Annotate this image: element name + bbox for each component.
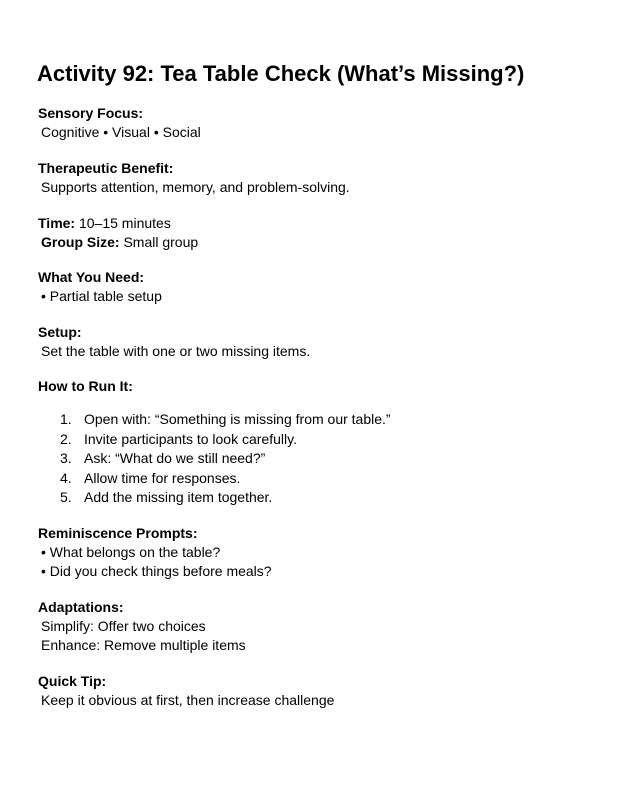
sensory-focus-heading: Sensory Focus: bbox=[38, 105, 144, 121]
step-item bbox=[60, 469, 391, 489]
reminiscence-prompt-item: • Did you check things before meals? bbox=[41, 563, 272, 579]
step-item bbox=[60, 410, 391, 430]
step-number: 4. bbox=[60, 469, 72, 486]
sensory-focus-section bbox=[38, 104, 201, 142]
therapeutic-benefit-heading: Therapeutic Benefit: bbox=[38, 160, 174, 176]
step-text: Allow time for responses. bbox=[84, 469, 241, 486]
time-line bbox=[38, 214, 198, 233]
adaptation-item: Simplify: Offer two choices bbox=[41, 618, 206, 634]
step-number: 5. bbox=[60, 489, 72, 505]
setup-heading: Setup: bbox=[38, 324, 82, 340]
step-text: Open with: “Something is missing from our table.” bbox=[84, 411, 391, 427]
group-size-value: Small group bbox=[119, 234, 199, 250]
page-title: Activity 92: Tea Table Check (What’s Missing?) bbox=[37, 61, 525, 86]
adaptations-heading: Adaptations: bbox=[38, 599, 124, 615]
how-to-run-steps bbox=[60, 410, 391, 508]
step-number: 2. bbox=[60, 430, 72, 447]
adaptations-section bbox=[38, 598, 246, 655]
what-you-need-section bbox=[38, 268, 162, 306]
step-item bbox=[60, 449, 391, 469]
time-label: Time: bbox=[38, 215, 76, 231]
reminiscence-prompts-heading: Reminiscence Prompts: bbox=[38, 525, 198, 541]
step-text: Add the missing item together. bbox=[84, 489, 273, 505]
therapeutic-benefit-section bbox=[38, 159, 350, 197]
how-to-run-section bbox=[38, 377, 133, 396]
therapeutic-benefit-value: Supports attention, memory, and problem-solving. bbox=[41, 179, 350, 195]
setup-section bbox=[38, 323, 310, 361]
what-you-need-heading: What You Need: bbox=[38, 269, 145, 285]
step-number: 3. bbox=[60, 450, 72, 466]
step-number: 1. bbox=[60, 411, 72, 427]
how-to-run-heading: How to Run It: bbox=[38, 378, 133, 394]
group-size-label: Group Size: bbox=[41, 234, 120, 250]
step-item bbox=[60, 488, 391, 508]
step-text: Ask: “What do we still need?” bbox=[84, 450, 266, 466]
reminiscence-prompt-item: • What belongs on the table? bbox=[41, 544, 221, 560]
what-you-need-item: • Partial table setup bbox=[41, 288, 162, 304]
step-item bbox=[60, 430, 391, 450]
sensory-focus-value: Cognitive • Visual • Social bbox=[41, 124, 201, 140]
time-value: 10–15 minutes bbox=[75, 215, 171, 231]
quick-tip-heading: Quick Tip: bbox=[38, 673, 107, 689]
adaptation-item: Enhance: Remove multiple items bbox=[41, 637, 246, 653]
quick-tip-value: Keep it obvious at first, then increase challenge bbox=[41, 692, 335, 708]
group-size-line bbox=[38, 233, 198, 252]
quick-tip-section bbox=[38, 672, 334, 710]
reminiscence-prompts-section bbox=[38, 524, 272, 581]
setup-value: Set the table with one or two missing items. bbox=[41, 343, 311, 359]
time-group-section bbox=[38, 214, 198, 252]
step-text: Invite participants to look carefully. bbox=[84, 430, 297, 447]
